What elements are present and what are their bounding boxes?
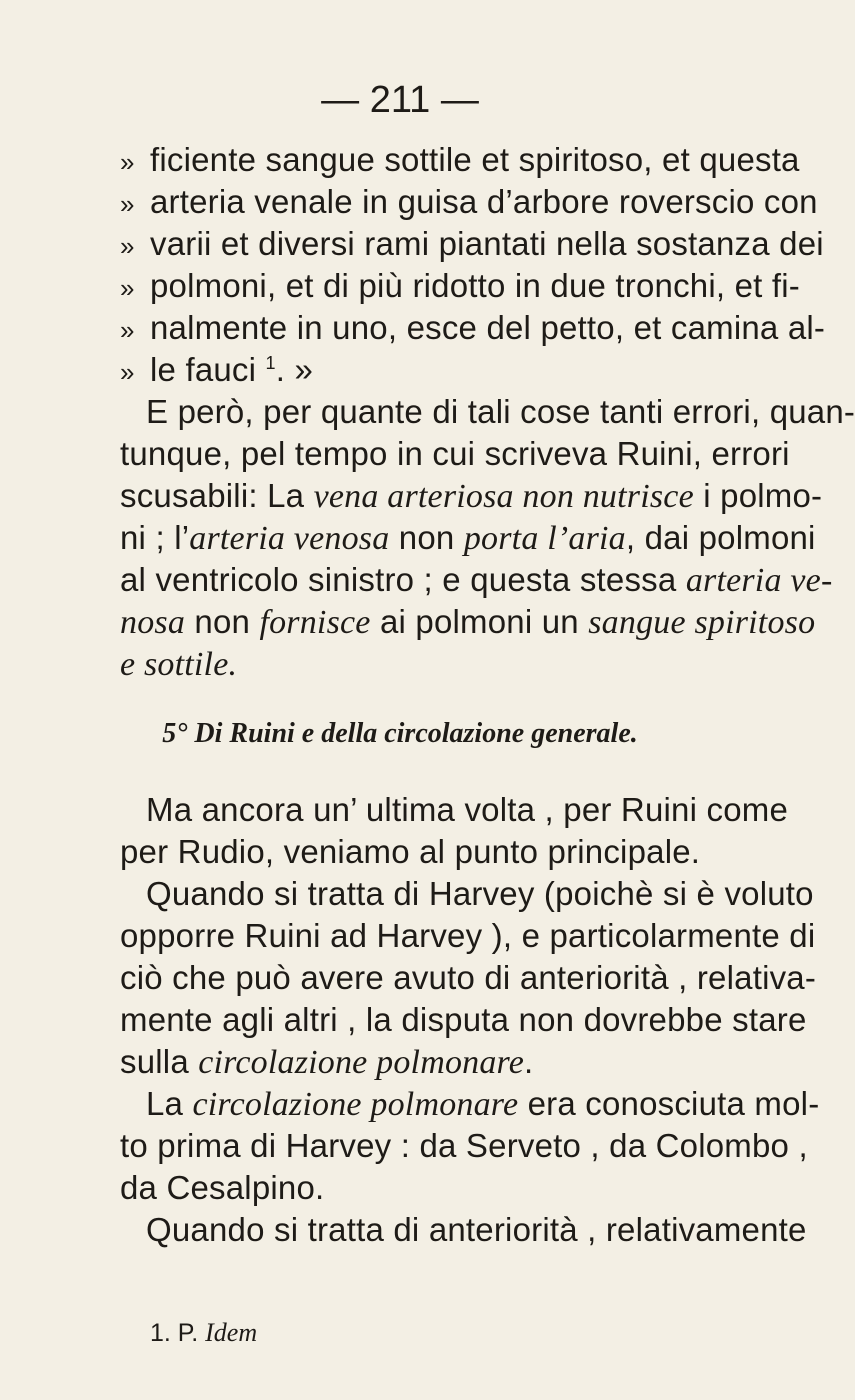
page-number: — 211 —	[321, 79, 479, 121]
paragraph-line: e sottile.	[120, 646, 238, 683]
paragraph-line: Quando si tratta di Harvey (poichè si è voluto	[146, 875, 814, 912]
paragraph-line: tunque, pel tempo in cui scriveva Ruini, errori	[120, 435, 790, 472]
paragraph-line: ni ; l’arteria venosa non porta l’aria, dai polmoni	[120, 519, 816, 557]
quoted-line: » varii et diversi rami piantati nella sostanza dei	[120, 224, 770, 266]
quoted-line: » nalmente in uno, esce del petto, et camina al-	[120, 308, 770, 350]
paragraph-line: Ma ancora un’ ultima volta , per Ruini come	[146, 791, 788, 828]
paragraph-line: nosa non fornisce ai polmoni un sangue spiritoso	[120, 603, 816, 641]
paragraph-line: da Cesalpino.	[120, 1169, 325, 1206]
closing-quote: »	[294, 351, 314, 388]
section-heading: 5° Di Ruini e della circolazione generale.	[162, 718, 638, 749]
footnote-ref: 1	[265, 353, 276, 373]
paragraph-line: La circolazione polmonare era conosciuta mol-	[146, 1085, 820, 1123]
quoted-last-line: » le fauci $^1$. »	[120, 350, 770, 392]
paragraph-line: to prima di Harvey : da Serveto , da Colombo ,	[120, 1127, 808, 1164]
quote-mark: »	[120, 147, 135, 177]
footnote: 1. P. Idem	[150, 1318, 258, 1347]
paragraph-line: opporre Ruini ad Harvey ), e particolarmente di	[120, 917, 816, 954]
paragraph-line: scusabili: La vena arteriosa non nutrisce i polmo-	[120, 477, 823, 515]
quoted-line: » arteria venale in guisa d’arbore roverscio con	[120, 182, 770, 224]
quoted-line: » ficiente sangue sottile et spiritoso, et questa	[120, 140, 770, 182]
quote-mark: »	[120, 189, 135, 219]
quote-mark: »	[120, 357, 135, 387]
quote-mark: »	[120, 231, 135, 261]
quoted-line: » polmoni, et di più ridotto in due tronchi, et fi-	[120, 266, 770, 308]
paragraph-line: sulla circolazione polmonare.	[120, 1043, 534, 1081]
paragraph-line: al ventricolo sinistro ; e questa stessa arteria ve-	[120, 561, 833, 599]
paragraph-line: ciò che può avere avuto di anteriorità , relativa-	[120, 959, 817, 996]
paragraph-line: E però, per quante di tali cose tanti errori, quan-	[146, 393, 855, 430]
paragraph-line: Quando si tratta di anteriorità , relativamente	[146, 1211, 807, 1248]
quote-mark: »	[120, 315, 135, 345]
paragraph-line: per Rudio, veniamo al punto principale.	[120, 833, 701, 870]
paragraph-line: mente agli altri , la disputa non dovrebbe stare	[120, 1001, 807, 1038]
quote-mark: »	[120, 273, 135, 303]
